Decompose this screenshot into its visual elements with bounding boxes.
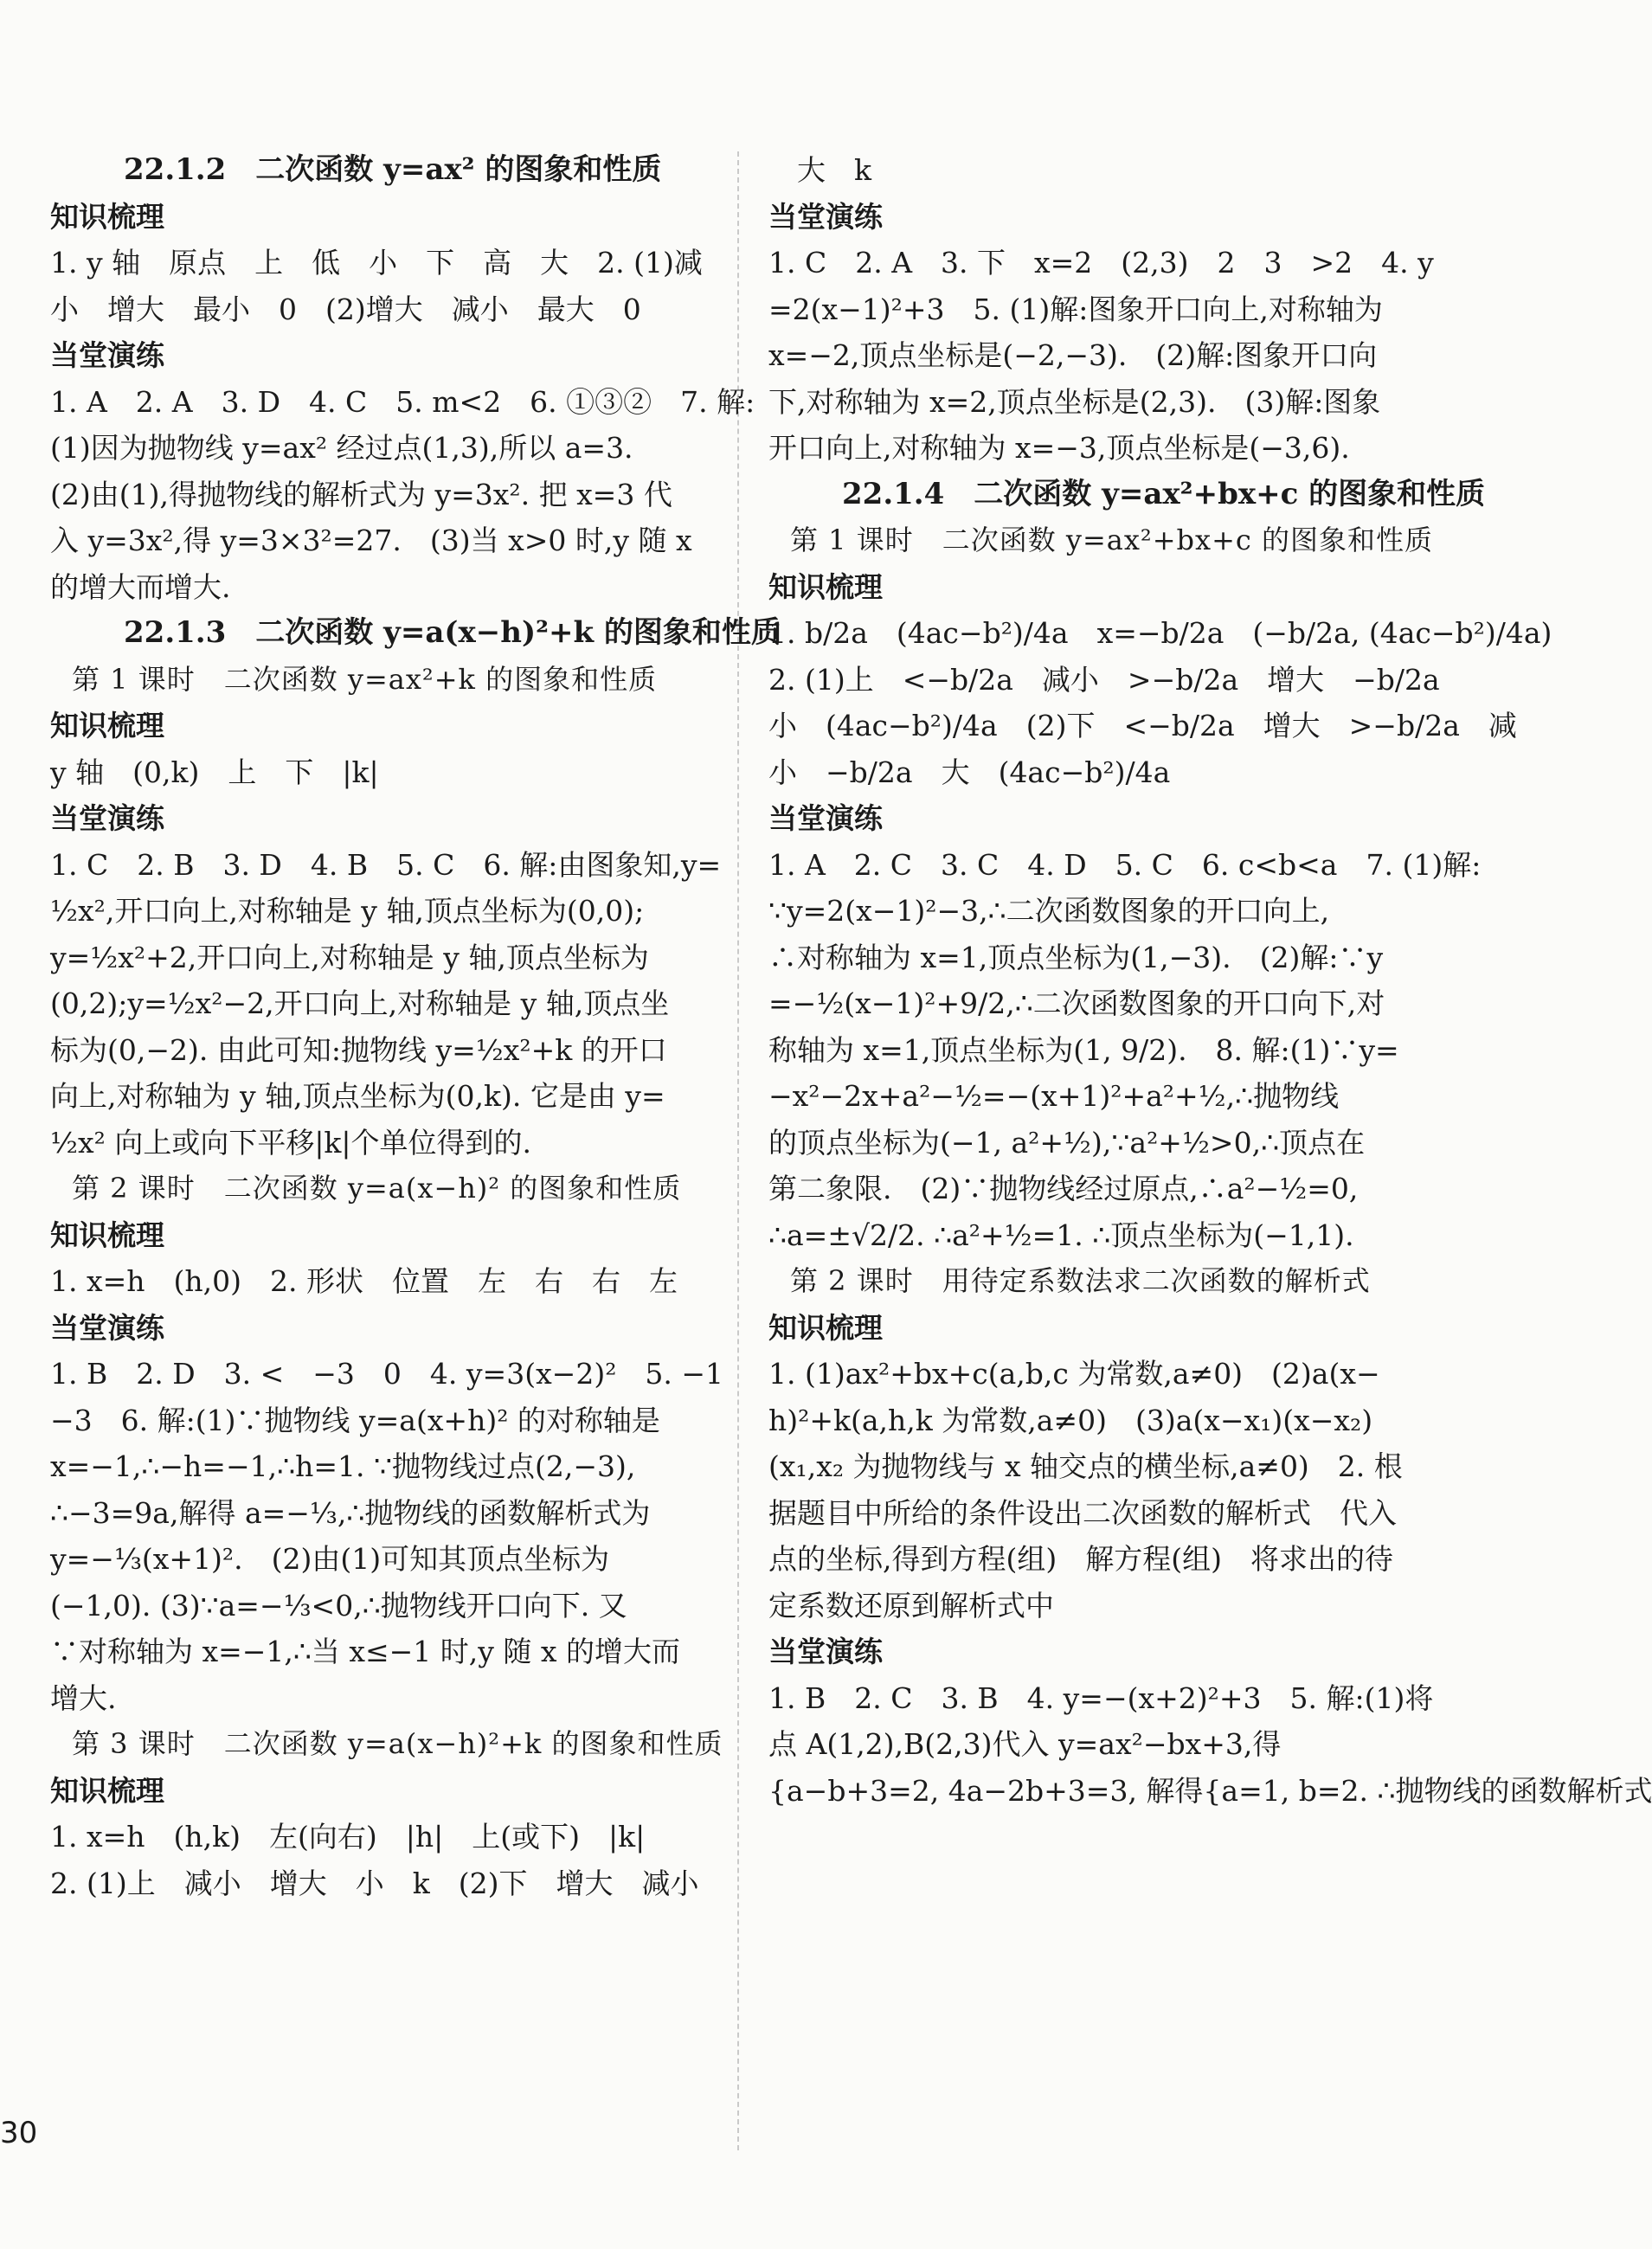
answer-line: (2)由(1),得抛物线的解析式为 y=3x². 把 x=3 代 xyxy=(50,477,672,511)
answer-line: =2(x−1)²+3 5. (1)解:图象开口向上,对称轴为 xyxy=(768,292,1383,326)
answer-line: 称轴为 x=1,顶点坐标为(1, 9/2). 8. 解:(1)∵y= xyxy=(768,1032,1399,1067)
section-heading: 知识梳理 xyxy=(50,1773,164,1808)
answer-line: 开口向上,对称轴为 x=−3,顶点坐标是(−3,6). xyxy=(768,431,1350,465)
answer-line: 1. B 2. C 3. B 4. y=−(x+2)²+3 5. 解:(1)将 xyxy=(768,1680,1434,1715)
answer-line: 下,对称轴为 x=2,顶点坐标是(2,3). (3)解:图象 xyxy=(768,384,1381,419)
lesson-heading: 第 2 课时 二次函数 y=a(x−h)² 的图象和性质 xyxy=(72,1172,682,1205)
answer-line: 1. x=h (h,k) 左(向右) |h| 上(或下) |k| xyxy=(50,1820,646,1854)
answer-line: ∴−3=9a,解得 a=−⅓,∴抛物线的函数解析式为 xyxy=(50,1495,651,1530)
lesson-heading: 第 3 课时 二次函数 y=a(x−h)²+k 的图象和性质 xyxy=(72,1727,723,1760)
answer-line: 1. B 2. D 3. < −3 0 4. y=3(x−2)² 5. −1 xyxy=(50,1357,724,1391)
answer-line: 1. C 2. B 3. D 4. B 5. C 6. 解:由图象知,y= xyxy=(50,847,722,882)
answer-line: 小 −b/2a 大 (4ac−b²)/4a xyxy=(768,755,1171,789)
answer-line: x=−2,顶点坐标是(−2,−3). (2)解:图象开口向 xyxy=(768,338,1378,372)
answer-line: (1)因为抛物线 y=ax² 经过点(1,3),所以 a=3. xyxy=(50,431,633,465)
lesson-heading: 第 2 课时 用待定系数法求二次函数的解析式 xyxy=(790,1264,1371,1297)
answer-line: (−1,0). (3)∵a=−⅓<0,∴抛物线开口向下. 又 xyxy=(50,1588,627,1622)
answer-line: 小 (4ac−b²)/4a (2)下 <−b/2a 增大 >−b/2a 减 xyxy=(768,709,1517,742)
answer-line: 2. (1)上 减小 增大 小 k (2)下 增大 减小 xyxy=(50,1866,699,1900)
answer-line: 大 k xyxy=(768,153,871,187)
section-heading: 当堂演练 xyxy=(50,338,164,372)
answer-line: 定系数还原到解析式中 xyxy=(768,1588,1054,1622)
section-heading: 知识梳理 xyxy=(50,709,164,742)
answer-line: ½x²,开口向上,对称轴是 y 轴,顶点坐标为(0,0); xyxy=(50,894,645,928)
section-heading: 当堂演练 xyxy=(50,1310,164,1345)
lesson-heading: 第 1 课时 二次函数 y=ax²+k 的图象和性质 xyxy=(72,662,658,696)
answer-line: ∵对称轴为 x=−1,∴当 x≤−1 时,y 随 x 的增大而 xyxy=(50,1635,680,1668)
answer-line: 小 增大 最小 0 (2)增大 减小 最大 0 xyxy=(50,292,641,326)
answer-line: 第二象限. (2)∵抛物线经过原点,∴a²−½=0, xyxy=(768,1172,1359,1205)
answer-line: ∴a=±√2/2. ∴a²+½=1. ∴顶点坐标为(−1,1). xyxy=(768,1218,1354,1252)
answer-line: 1. C 2. A 3. 下 x=2 (2,3) 2 3 >2 4. y xyxy=(768,246,1434,280)
answer-line: 增大. xyxy=(50,1680,117,1715)
page-number: 30 xyxy=(0,2116,38,2150)
answer-line: h)²+k(a,h,k 为常数,a≠0) (3)a(x−x₁)(x−x₂) xyxy=(768,1403,1373,1437)
answer-line: 向上,对称轴为 y 轴,顶点坐标为(0,k). 它是由 y= xyxy=(50,1079,665,1113)
answer-line: 点的坐标,得到方程(组) 解方程(组) 将求出的待 xyxy=(768,1542,1393,1576)
answer-line: y=−⅓(x+1)². (2)由(1)可知其顶点坐标为 xyxy=(50,1542,610,1576)
answer-line: (x₁,x₂ 为抛物线与 x 轴交点的横坐标,a≠0) 2. 根 xyxy=(768,1449,1403,1483)
answer-line: y 轴 (0,k) 上 下 |k| xyxy=(50,755,379,789)
chapter-heading: 22.1.3 二次函数 y=a(x−h)²+k 的图象和性质 xyxy=(124,615,781,650)
answer-line: 标为(0,−2). 由此可知:抛物线 y=½x²+k 的开口 xyxy=(50,1032,667,1067)
answer-line: ∵y=2(x−1)²−3,∴二次函数图象的开口向上, xyxy=(768,894,1330,928)
answer-line: 的增大而增大. xyxy=(50,569,231,604)
answer-line: 1. (1)ax²+bx+c(a,b,c 为常数,a≠0) (2)a(x− xyxy=(768,1357,1380,1391)
answer-line: 入 y=3x²,得 y=3×3²=27. (3)当 x>0 时,y 随 x xyxy=(50,524,692,557)
right-column xyxy=(768,147,1652,1814)
answer-line: 据题目中所给的条件设出二次函数的解析式 代入 xyxy=(768,1495,1397,1530)
answer-line: 2. (1)上 <−b/2a 减小 >−b/2a 增大 −b/2a xyxy=(768,662,1440,697)
answer-line: (0,2);y=½x²−2,开口向上,对称轴是 y 轴,顶点坐 xyxy=(50,986,670,1020)
answer-line: 点 A(1,2),B(2,3)代入 y=ax²−bx+3,得 xyxy=(768,1727,1282,1761)
chapter-heading: 22.1.2 二次函数 y=ax² 的图象和性质 xyxy=(124,152,662,187)
answer-line: x=−1,∴−h=−1,∴h=1. ∵抛物线过点(2,−3), xyxy=(50,1449,636,1483)
section-heading: 知识梳理 xyxy=(768,569,883,604)
section-heading: 当堂演练 xyxy=(768,1635,883,1668)
section-heading: 当堂演练 xyxy=(768,801,883,835)
answer-line: 的顶点坐标为(−1, a²+½),∵a²+½>0,∴顶点在 xyxy=(768,1125,1366,1160)
answer-line: =−½(x−1)²+9/2,∴二次函数图象的开口向下,对 xyxy=(768,986,1385,1020)
section-heading: 知识梳理 xyxy=(50,199,164,234)
answer-line: 1. y 轴 原点 上 低 小 下 高 大 2. (1)减 xyxy=(50,246,703,280)
answer-line: ½x² 向上或向下平移|k|个单位得到的. xyxy=(50,1125,532,1160)
answer-line: −3 6. 解:(1)∵抛物线 y=a(x+h)² 的对称轴是 xyxy=(50,1403,660,1437)
chapter-heading: 22.1.4 二次函数 y=ax²+bx+c 的图象和性质 xyxy=(842,476,1486,511)
answer-line: 1. A 2. A 3. D 4. C 5. m<2 6. ①③② 7. 解: xyxy=(50,384,755,419)
answer-line: {a−b+3=2, 4a−2b+3=3, 解得{a=1, b=2. ∴抛物线的函数解析式 xyxy=(768,1773,1652,1808)
answer-line: −x²−2x+a²−½=−(x+1)²+a²+½,∴抛物线 xyxy=(768,1079,1340,1113)
section-heading: 当堂演练 xyxy=(768,199,883,234)
answer-line: ∴对称轴为 x=1,顶点坐标为(1,−3). (2)解:∵y xyxy=(768,940,1384,974)
left-column xyxy=(50,147,781,1906)
section-heading: 当堂演练 xyxy=(50,801,164,835)
lesson-heading: 第 1 课时 二次函数 y=ax²+bx+c 的图象和性质 xyxy=(790,524,1433,556)
answer-line: 1. b/2a (4ac−b²)/4a x=−b/2a (−b/2a, (4ac−b²)/4a) xyxy=(768,616,1552,650)
answer-line: 1. A 2. C 3. C 4. D 5. C 6. c<b<a 7. (1)解: xyxy=(768,847,1482,882)
section-heading: 知识梳理 xyxy=(50,1218,164,1252)
section-heading: 知识梳理 xyxy=(768,1310,883,1345)
answer-line: y=½x²+2,开口向上,对称轴是 y 轴,顶点坐标为 xyxy=(50,940,649,974)
answer-line: 1. x=h (h,0) 2. 形状 位置 左 右 右 左 xyxy=(50,1264,678,1298)
column-divider xyxy=(737,151,739,2150)
